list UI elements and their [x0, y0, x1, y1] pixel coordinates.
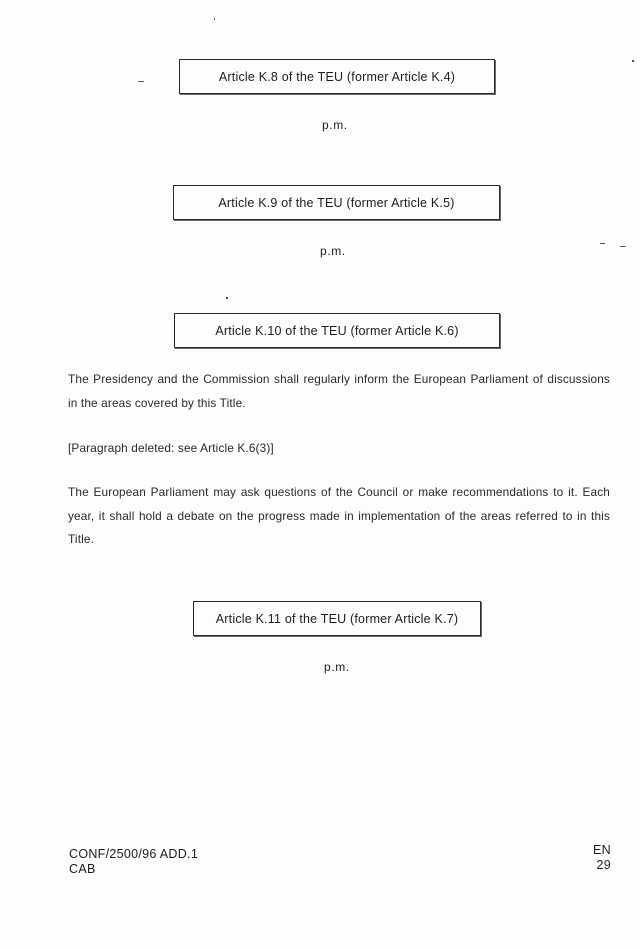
article-k11-heading: Article K.11 of the TEU (former Article K.7)	[215, 611, 459, 626]
scan-speck	[632, 60, 634, 62]
article-k8-body: p.m.	[322, 118, 348, 132]
author-initials: CAB	[69, 862, 96, 876]
article-k10-paragraph-1: The Presidency and the Commission shall regularly inform the European Parliament of discussions in the areas covered by this Title.	[68, 372, 610, 410]
scan-speck	[600, 243, 605, 244]
article-k11-body: p.m.	[324, 660, 350, 674]
article-k8-heading-box	[179, 59, 495, 94]
article-k9-heading: Article K.9 of the TEU (former Article K.5)	[218, 195, 455, 210]
scan-speck	[620, 246, 626, 247]
footer-left	[69, 847, 198, 877]
article-k10-heading: Article K.10 of the TEU (former Article K.6)	[215, 323, 459, 338]
scan-speck	[226, 297, 228, 299]
language-code: EN	[593, 843, 611, 857]
article-k11-heading-box	[193, 601, 481, 636]
scan-speck	[138, 81, 144, 82]
scan-speck	[214, 18, 215, 20]
page-number: 29	[596, 858, 611, 872]
document-reference: CONF/2500/96 ADD.1	[69, 847, 199, 861]
article-k9-heading-box	[173, 185, 500, 220]
footer-right	[593, 843, 611, 873]
article-k9-body: p.m.	[320, 244, 346, 258]
article-k8-heading: Article K.8 of the TEU (former Article K.4)	[218, 69, 456, 84]
article-k10-heading-box	[174, 313, 500, 348]
article-k10-paragraph-2: [Paragraph deleted: see Article K.6(3)]	[68, 441, 274, 455]
article-k10-paragraph-3: The European Parliament may ask questions of the Council or make recommendations to it. Each year, it shall hold a debate on the progress made in implementation of the areas referred to in this Title.	[68, 485, 610, 546]
